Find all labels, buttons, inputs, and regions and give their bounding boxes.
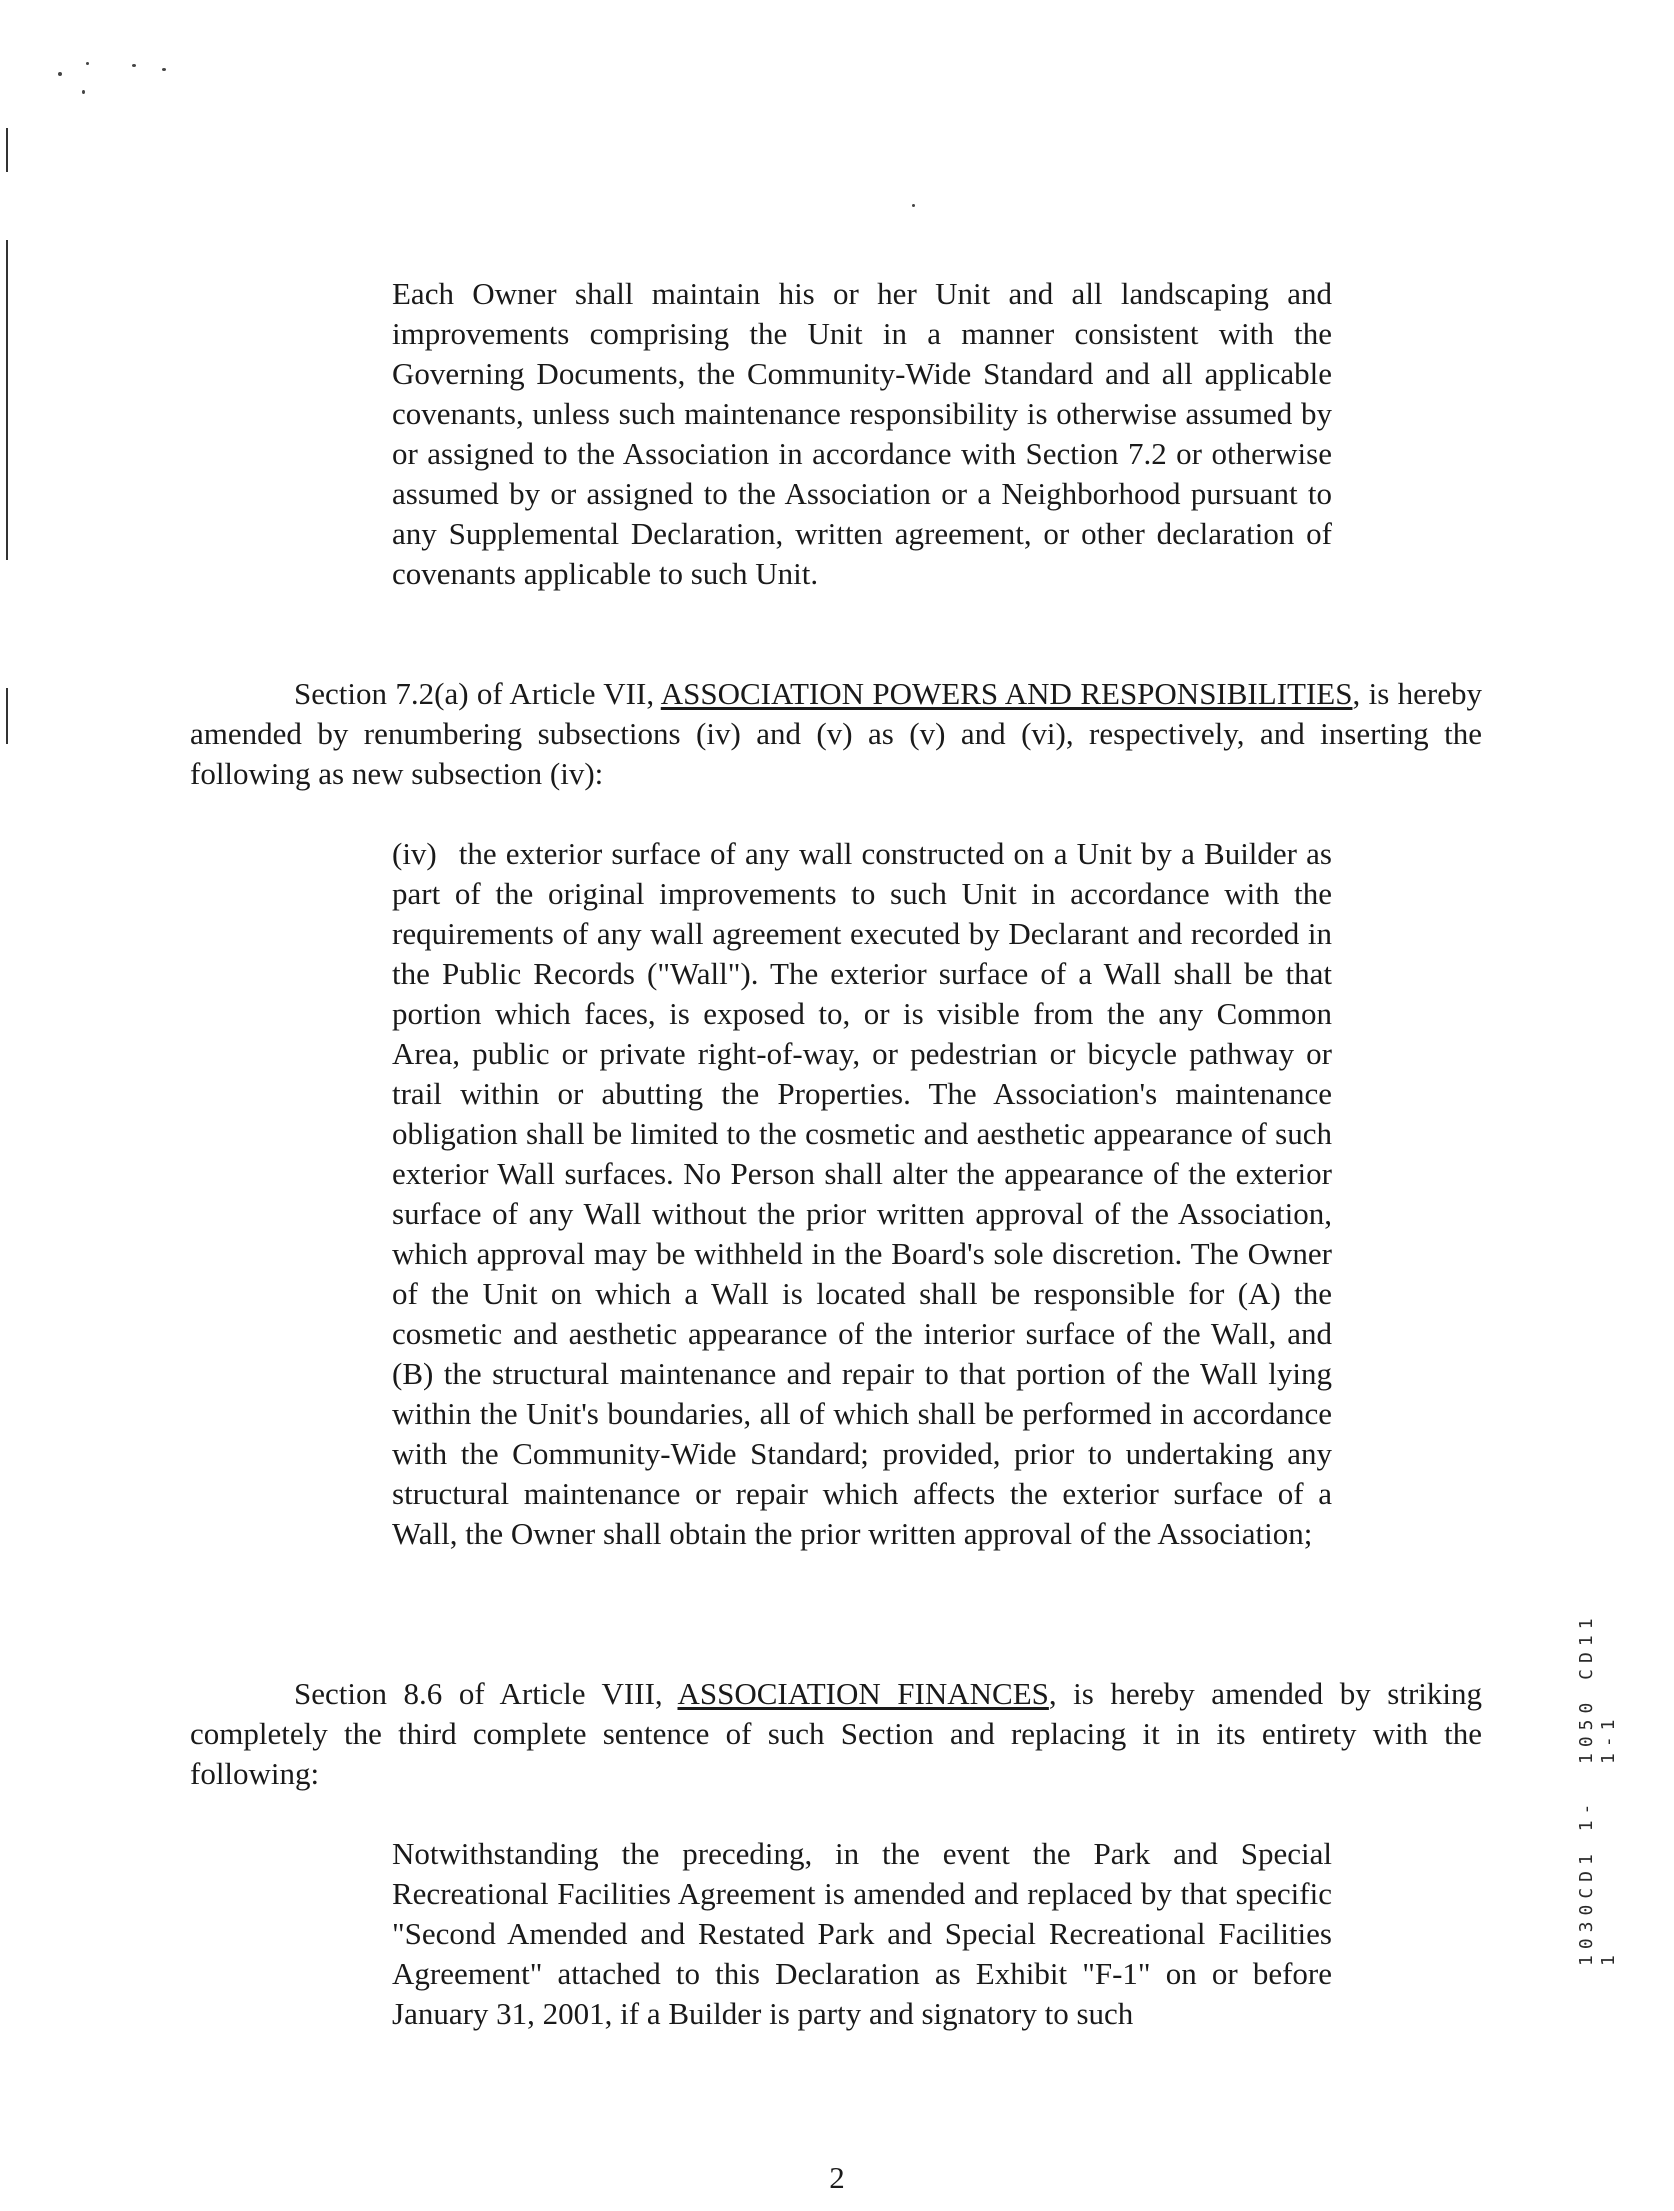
scan-edge-mark (6, 240, 8, 560)
section-7-2a-body: , is hereby amended by renumbering subsections (iv) and (v) as (v) and (vi), respectively, and inserting the following as new subsection (iv): (190, 676, 1482, 791)
scan-speck (82, 90, 85, 94)
page-number: 2 (829, 2160, 845, 2195)
section-8-6-body: , is hereby amended by striking completely the third complete sentence of such Section and replacing it in its entirety with the following: (190, 1676, 1482, 1791)
scan-speck (58, 72, 62, 76)
scan-speck (912, 204, 915, 207)
scan-speck (162, 68, 166, 71)
paragraph-section-8-6 (190, 1674, 1482, 1794)
section-8-6-intro: Section 8.6 of Article VIII, (294, 1676, 678, 1711)
subsection-iv-text: the exterior surface of any wall constructed on a Unit by a Builder as part of the original improvements to such Unit in accordance with the requirements of any wall agreement executed by Declarant and recorded in the Public Records ("Wall"). The exterior surface of a Wall shall be that portion which faces, is exposed to, or is visible from the any Common Area, public or private right-of-way, or pedestrian or bicycle pathway or trail within or abutting the Properties. The Association's maintenance obligation shall be limited to the cosmetic and aesthetic appearance of such exterior Wall surfaces. No Person shall alter the appearance of the exterior surface of any Wall without the prior written approval of the Association, which approval may be withheld in the Board's sole discretion. The Owner of the Unit on which a Wall is located shall be responsible for (A) the cosmetic and aesthetic appearance of the interior surface of the Wall, and (B) the structural maintenance and repair to that portion of the Wall lying within the Unit's boundaries, all of which shall be performed in accordance with the Community-Wide Standard; provided, prior to undertaking any structural maintenance or repair which affects the exterior surface of a Wall, the Owner shall obtain the prior written approval of the Association; (392, 836, 1332, 1551)
scan-edge-mark (6, 688, 8, 744)
section-7-2a-intro: Section 7.2(a) of Article VII, (294, 676, 661, 711)
subsection-iv-number: (iv) (392, 836, 437, 871)
scan-speck (86, 62, 89, 65)
scan-edge-mark (6, 128, 8, 172)
paragraph-section-7-2a (190, 674, 1482, 794)
article-vii-title: ASSOCIATION POWERS AND RESPONSIBILITIES (660, 676, 1353, 711)
paragraph-owner-maintenance: Each Owner shall maintain his or her Unit and all landscaping and improvements comprising the Unit in a manner consistent with the Governing Documents, the Community-Wide Standard and all applicable covenants, unless such maintenance responsibility is otherwise assumed by or assigned to the Association in accordance with Section 7.2 or otherwise assumed by or assigned to the Association or a Neighborhood pursuant to any Supplemental Declaration, written agreement, or other declaration of covenants applicable to such Unit. (392, 276, 1332, 591)
recording-stamp-lower: 1030CD1 1-1 (1576, 1797, 1619, 1966)
article-viii-title: ASSOCIATION FINANCES (677, 1676, 1049, 1711)
recording-stamp-upper: 1050 CD11 1-1 (1576, 1612, 1619, 1764)
paragraph-park-agreement: Notwithstanding the preceding, in the event the Park and Special Recreational Facilities Agreement is amended and replaced by that specific "Second Amended and Restated Park and Special Recreational Facilities Agreement" attached to this Declaration as Exhibit "F-1" on or before January 31, 2001, if a Builder is party and signatory to such (392, 1836, 1332, 2031)
scan-speck (132, 64, 136, 67)
subsection-iv (392, 834, 1332, 1554)
